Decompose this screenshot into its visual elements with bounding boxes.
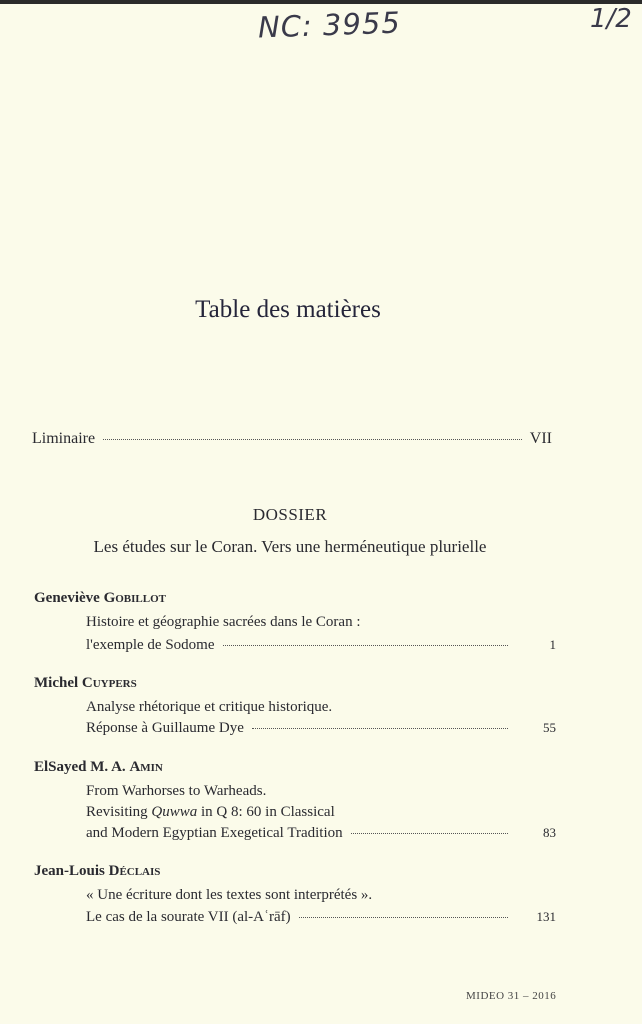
dossier-heading: DOSSIER (252, 505, 328, 524)
liminaire-label: Liminaire (32, 430, 96, 447)
dot-leader (351, 833, 508, 834)
author-amin: ElSayed M. A. Amin (34, 759, 163, 775)
handwritten-page-number: 1/2 (590, 4, 632, 34)
toc-entry-gobillot[interactable] (86, 637, 556, 654)
top-edge (0, 0, 642, 4)
dossier-subtitle: Les études sur le Coran. Vers une herméneutique plurielle (93, 537, 487, 556)
entry-title-line: l'exemple de Sodome (86, 637, 215, 653)
entry-page: 1 (549, 637, 556, 652)
author-gobillot: Geneviève Gobillot (34, 590, 166, 606)
author-declais: Jean-Louis Déclais (34, 863, 161, 879)
entry-title-line: Le cas de la sourate VII (al-Aʿrāf) (86, 909, 291, 925)
liminaire-page: VII (529, 430, 552, 447)
toc-entry-cuypers[interactable] (86, 720, 556, 737)
dot-leader (103, 439, 522, 440)
dot-leader (252, 728, 508, 729)
entry-title-line: Analyse rhétorique et critique historique. (86, 699, 333, 715)
entry-title-line: Réponse à Guillaume Dye (86, 720, 244, 736)
toc-entry-amin[interactable] (86, 825, 556, 842)
entry-title-line: Revisiting Quwwa in Q 8: 60 in Classical (86, 804, 335, 820)
entry-title-line: and Modern Egyptian Exegetical Tradition (86, 825, 343, 841)
handwritten-reference: NC: 3955 (257, 5, 402, 45)
entry-title-line: From Warhorses to Warheads. (86, 783, 267, 799)
dot-leader (223, 645, 508, 646)
entry-page: 83 (543, 825, 556, 840)
page-title: Table des matières (195, 296, 381, 323)
entry-page: 131 (536, 909, 556, 924)
author-cuypers: Michel Cuypers (34, 675, 137, 691)
entry-title-line: « Une écriture dont les textes sont interprétés ». (86, 887, 373, 903)
toc-entry-liminaire[interactable] (32, 430, 552, 448)
entry-page: 55 (543, 720, 556, 735)
toc-entry-declais[interactable] (86, 909, 556, 926)
entry-title-line: Histoire et géographie sacrées dans le Coran : (86, 614, 361, 630)
dot-leader (299, 917, 508, 918)
journal-footer: MIDEO 31 – 2016 (466, 990, 557, 1002)
